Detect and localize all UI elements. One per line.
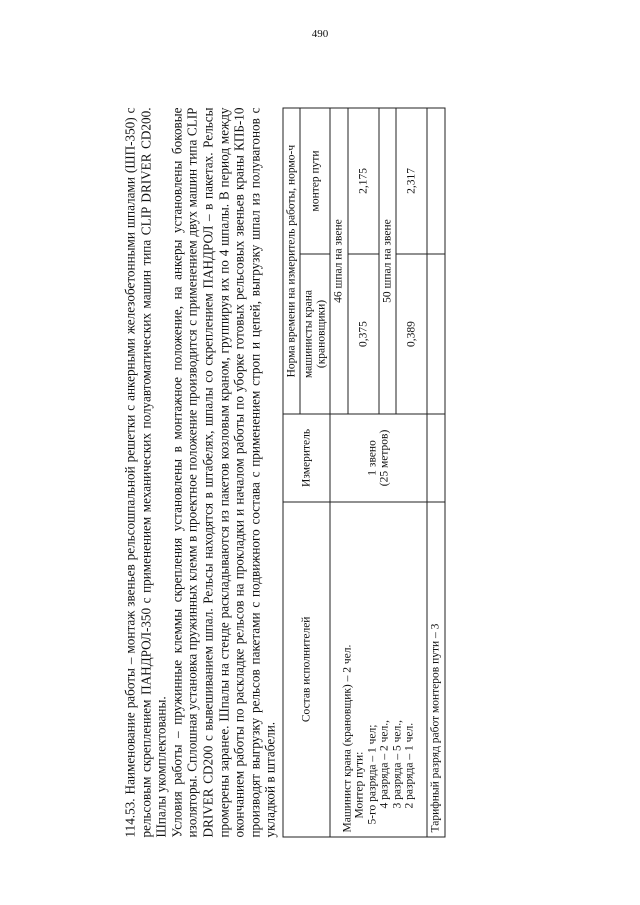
tariff-empty-unit	[427, 414, 445, 501]
rotated-content	[123, 108, 508, 838]
crane-value-50: 0,389	[396, 254, 427, 414]
header-track: монтер пути	[300, 108, 330, 254]
performer-grade-4: 4 разряда – 2 чел.,	[378, 719, 391, 809]
crane-value-46: 0,375	[348, 254, 379, 414]
section-46: 46 шпал на звене	[330, 108, 348, 414]
performer-grade-3: 3 разряда – 5 чел.,	[391, 719, 404, 809]
header-performers: Состав исполнителей	[283, 502, 331, 837]
unit-line-1: 1 звено	[366, 440, 379, 476]
performers-cell	[330, 502, 427, 837]
track-value-46: 2,175	[348, 108, 379, 254]
header-norm: Норма времени на измеритель работы, нормо-ч	[283, 108, 301, 414]
performer-track-title: Монтер пути:	[353, 751, 366, 819]
paragraph-conditions: Условия работы – пружинные клеммы скрепления установлены в монтажное положение, на анкеры установлены боковые изоляторы. Сплошная установка пружинных клемм в проектное положение производится с применением двух машин типа CLIP DRIVER CD200 с вывешиванием шпал. Рельсы находятся в штабелях, шпалы со скреплением ПАНДРОЛ – в пакетах. Рельсы промерены заранее. Шпалы на стенде раскладываются из пакетов козловым краном, группируя их по 4 шпалы. В период между окончанием работы по раскладке рельсов на прокладки и началом работы по уборке готовых рельсовых звеньев краны КПБ-10 производят выгрузку рельсов пакетами с подвижного состава с применением строп и цепей, выгрузку шпал из полувагонов с укладкой в штабели.	[169, 107, 278, 838]
track-value-50: 2,317	[396, 108, 427, 254]
header-unit: Измеритель	[283, 414, 331, 501]
norm-table	[282, 108, 445, 838]
performer-crane: Машинист крана (крановщик) – 2 чел.	[341, 644, 354, 833]
performer-grade-5: 5-го разряда – 1 чел;	[366, 724, 379, 825]
unit-cell	[330, 414, 427, 501]
tariff-empty-crane	[427, 254, 445, 414]
section-50: 50 шпал на звене	[379, 108, 397, 414]
tariff-cell: Тарифный разряд работ монтеров пути – 3	[427, 502, 445, 837]
tariff-empty-track	[427, 108, 445, 254]
header-crane: машинисты крана (крановщики)	[300, 254, 330, 414]
page-number: 490	[311, 28, 329, 40]
unit-line-2: (25 метров)	[378, 429, 391, 487]
paragraph-title: 114.53. Наименование работы – монтаж звеньев рельсошпальной решетки с анкерными железобетонными шпалами (ШП-350) с рельсовым скреплением ПАНДРОЛ-350 с применением механических полуавтоматических машин типа CLIP DRIVER CD200. Шпалы укомплектованы.	[122, 107, 169, 838]
performer-grade-2: 2 разряда – 1 чел.	[403, 722, 416, 809]
